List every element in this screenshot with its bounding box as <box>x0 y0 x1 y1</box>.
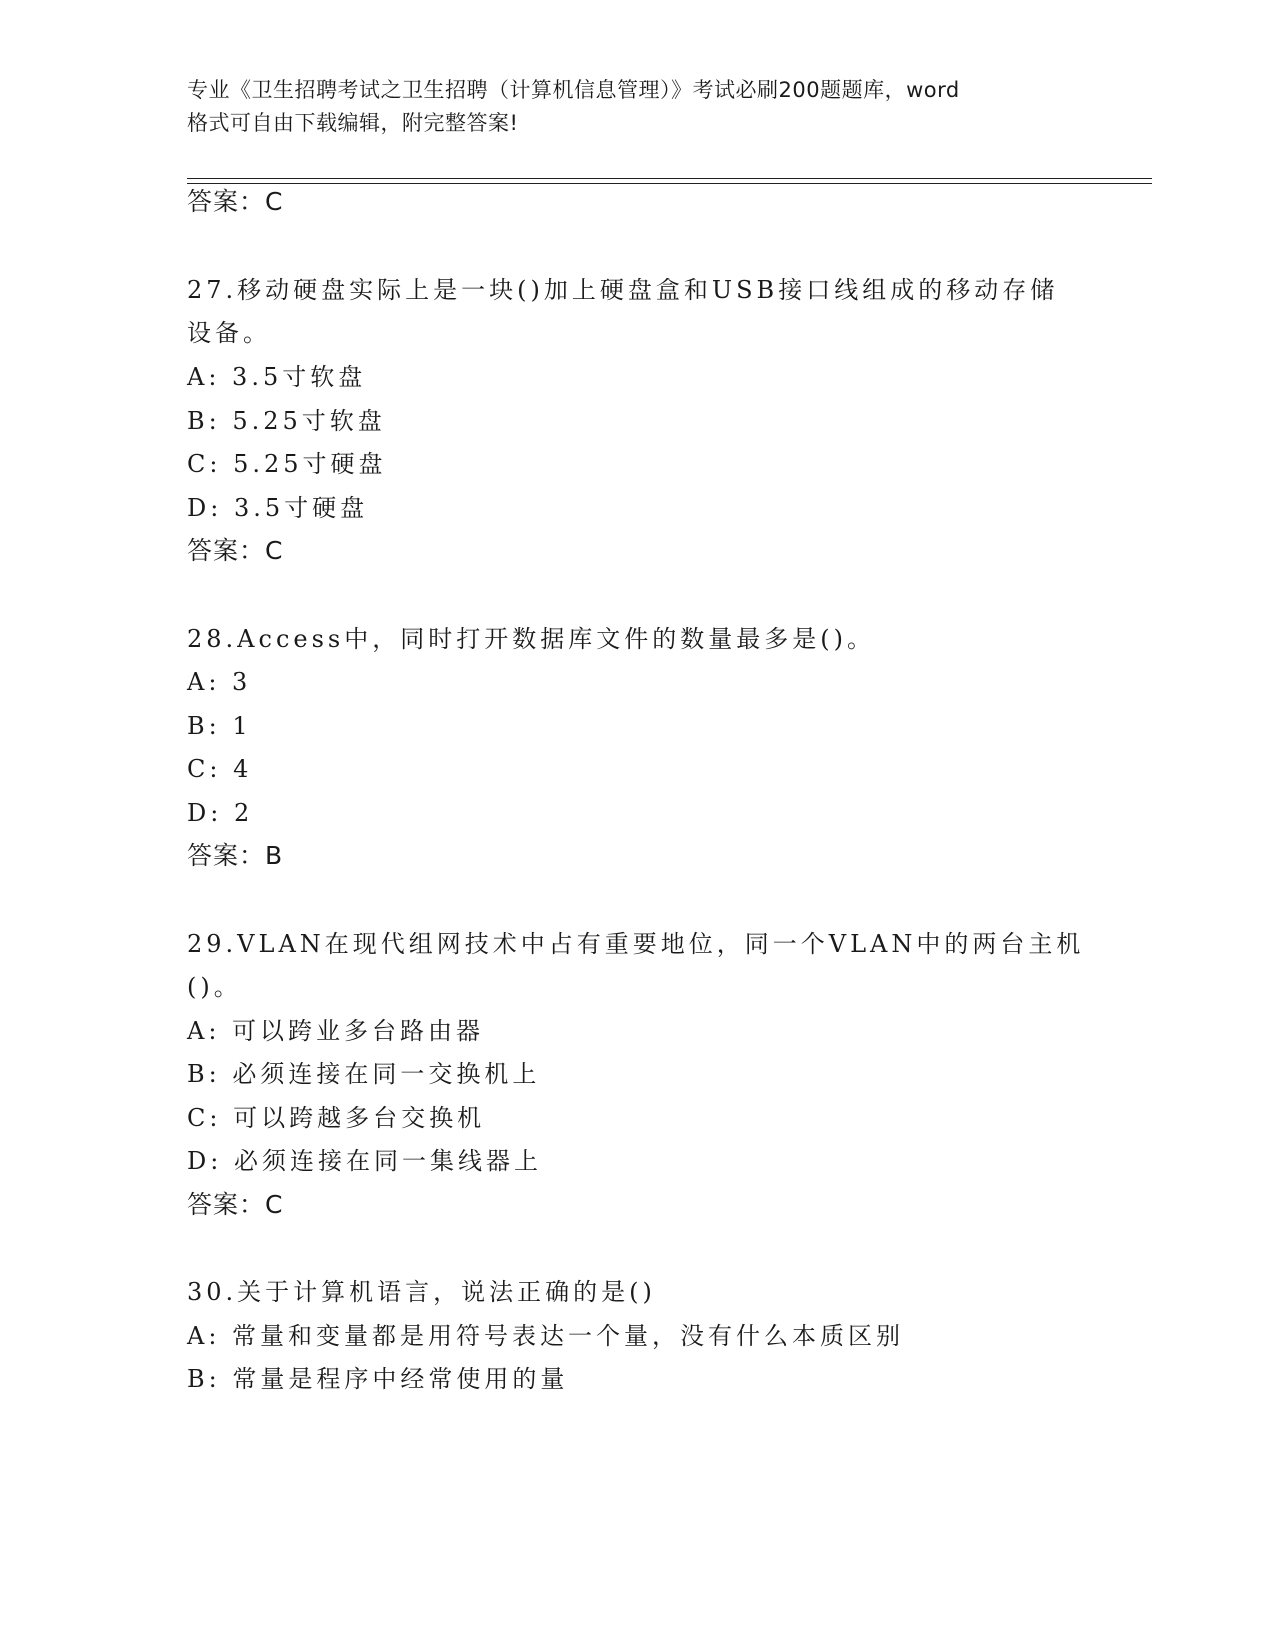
question-30-option-a: A: 常量和变量都是用符号表达一个量，没有什么本质区别 <box>187 1322 905 1350</box>
question-29-answer: 答案：C <box>187 1190 284 1219</box>
question-29-option-b: B: 必须连接在同一交换机上 <box>187 1060 541 1088</box>
question-29-option-d: D: 必须连接在同一集线器上 <box>187 1147 542 1175</box>
question-27-stem-line-2: 设备。 <box>187 319 271 347</box>
question-29-stem-line-2: ()。 <box>187 973 242 1001</box>
question-28-option-c: C: 4 <box>187 755 253 783</box>
question-27-stem-line-1: 27.移动硬盘实际上是一块()加上硬盘盒和USB接口线组成的移动存储 <box>187 276 1059 304</box>
question-29-option-c: C: 可以跨越多台交换机 <box>187 1104 486 1132</box>
header-divider-bottom <box>187 183 1152 184</box>
answer-label: 答案：C <box>187 187 284 216</box>
question-30-option-b: B: 常量是程序中经常使用的量 <box>187 1365 569 1393</box>
question-28-answer: 答案：B <box>187 841 284 870</box>
question-28-stem-line-1: 28.Access中，同时打开数据库文件的数量最多是()。 <box>187 625 875 653</box>
question-27-option-b: B: 5.25寸软盘 <box>187 407 386 435</box>
header-divider-top <box>187 178 1152 179</box>
question-27-option-a: A: 3.5寸软盘 <box>187 363 367 391</box>
document-header <box>187 74 1107 140</box>
question-27-option-c: C: 5.25寸硬盘 <box>187 450 387 478</box>
question-28-option-b: B: 1 <box>187 712 252 740</box>
question-27-option-d: D: 3.5寸硬盘 <box>187 494 369 522</box>
question-28-option-a: A: 3 <box>187 668 252 696</box>
question-30-stem-line-1: 30.关于计算机语言，说法正确的是() <box>187 1278 656 1306</box>
question-28-option-d: D: 2 <box>187 799 254 827</box>
question-27-answer: 答案：C <box>187 536 284 565</box>
question-29-stem-line-1: 29.VLAN在现代组网技术中占有重要地位，同一个VLAN中的两台主机 <box>187 930 1085 958</box>
question-29-option-a: A: 可以跨业多台路由器 <box>187 1017 485 1045</box>
header-line-2: 格式可自由下载编辑，附完整答案! <box>187 111 519 135</box>
header-line-1: 专业《卫生招聘考试之卫生招聘（计算机信息管理）》考试必刷200题题库，word <box>187 78 960 102</box>
